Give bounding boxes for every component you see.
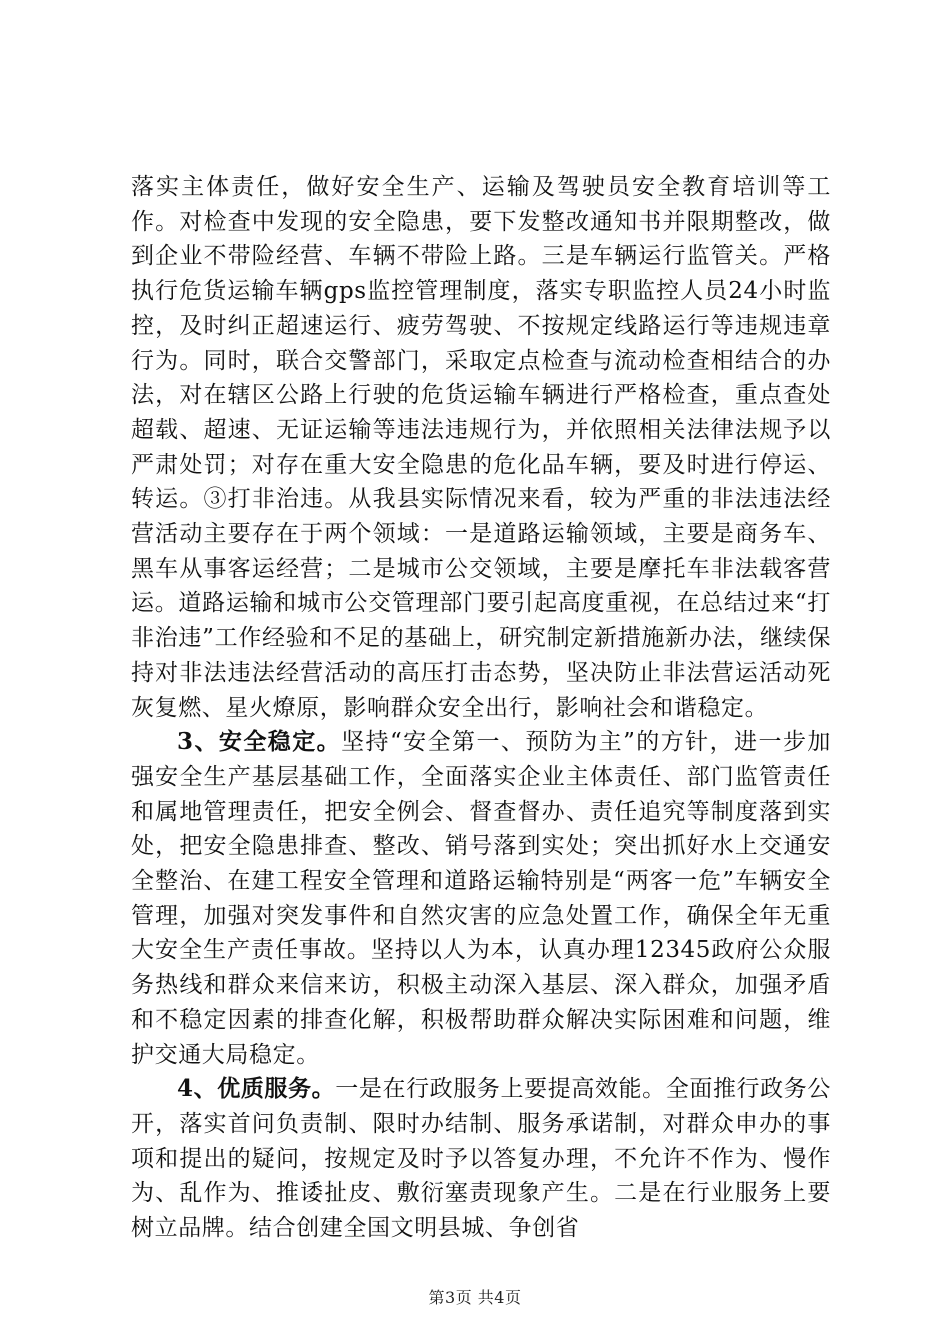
paragraph-text: 落实主体责任，做好安全生产、运输及驾驶员安全教育培训等工作。对检查中发现的安全隐患，要下发整改通知书并限期整改，做到企业不带险经营、车辆不带险上路。三是车辆运行监管关。严格执行危货运输车辆gps监控管理制度，落实专职监控人员24小时监控，及时纠正超速运行、疲劳驾驶、不按规定线路运行等违规违章行为。同时，联合交警部门，采取定点检查与流动检查相结合的办法，对在辖区公路上行驶的危货运输车辆进行严格检查，重点查处超载、超速、无证运输等违法违规行为，并依照相关法律法规予以严肃处罚；对存在重大安全隐患的危化品车辆，要及时进行停运、转运。③打非治违。从我县实际情况来看，较为严重的非法违法经营活动主要存在于两个领域：一是道路运输领域，主要是商务车、黑车从事客运经营；二是城市公交领域，主要是摩托车非法载客营运。道路运输和城市公交管理部门要引起高度重视，在总结过来“打非治违”工作经验和不足的基础上，研究制定新措施新办法，继续保持对非法违法经营活动的高压打击态势，坚决防止非法营运活动死灰复燃、星火燎原，影响群众安全出行，影响社会和谐稳定。 — [131, 174, 831, 721]
page-number-label: 第3页 共4页 — [428, 1288, 522, 1307]
section-heading-quality-service: 4、优质服务。 — [177, 1075, 336, 1103]
paragraph-text: 一是在行政服务上要提高效能。全面推行政务公开，落实首问负责制、限时办结制、服务承诺制，对群众申办的事项和提出的疑问，按规定及时予以答复办理，不允许不作为、慢作为、乱作为、推诿扯皮、敷衍塞责现象产生。二是在行业服务上要树立品牌。结合创建全国文明县城、争创省 — [131, 1076, 831, 1242]
paragraph-safety-stability — [131, 725, 831, 1072]
document-body — [131, 170, 831, 1246]
paragraph-text: 坚持“安全第一、预防为主”的方针，进一步加强安全生产基层基础工作，全面落实企业主体责任、部门监管责任和属地管理责任，把安全例会、督查督办、责任追究等制度落到实处，把安全隐患排查、整改、销号落到实处；突出抓好水上交通安全整治、在建工程安全管理和道路运输特别是“两客一危”车辆安全管理，加强对突发事件和自然灾害的应急处置工作，确保全年无重大安全生产责任事故。坚持以人为本，认真办理12345政府公众服务热线和群众来信来访，积极主动深入基层、深入群众，加强矛盾和不稳定因素的排查化解，积极帮助群众解决实际困难和问题，维护交通大局稳定。 — [131, 729, 831, 1068]
paragraph-quality-service — [131, 1072, 831, 1246]
paragraph-continuation — [131, 170, 831, 725]
section-heading-safety-stability: 3、安全稳定。 — [177, 728, 342, 756]
page-footer — [0, 1288, 950, 1308]
